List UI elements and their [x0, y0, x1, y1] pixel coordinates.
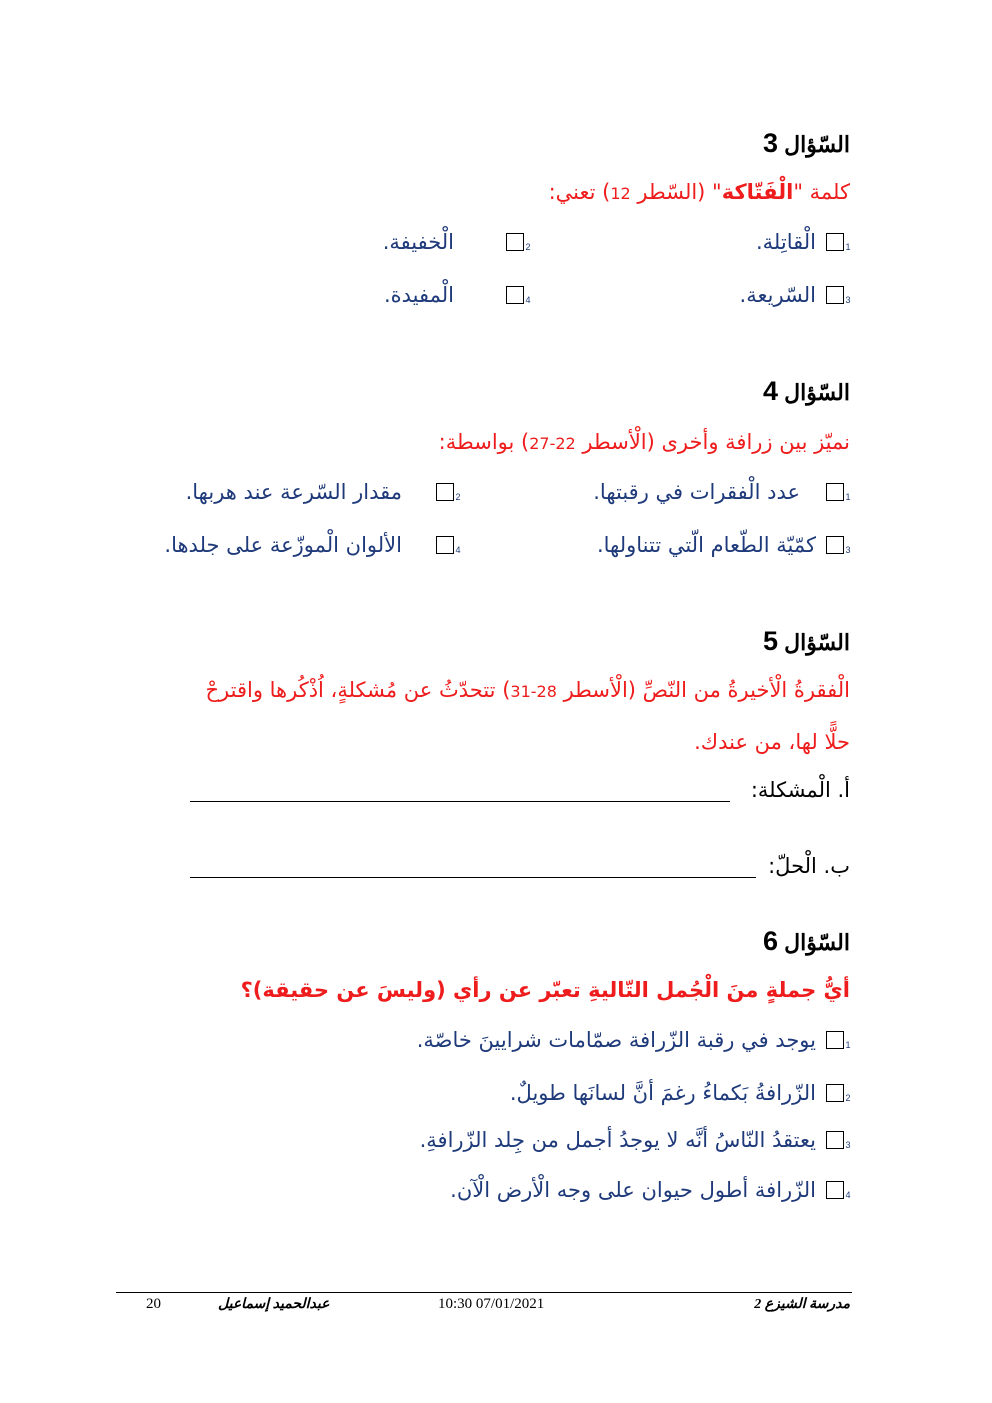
- option-checkbox[interactable]: [826, 233, 844, 251]
- option-checkbox[interactable]: [506, 286, 524, 304]
- option-checkbox[interactable]: [826, 1031, 844, 1049]
- option-checkbox[interactable]: [826, 286, 844, 304]
- q4-option-3[interactable]: [597, 533, 852, 557]
- option-number: 4: [845, 1190, 851, 1200]
- q6-option-1[interactable]: [417, 1028, 852, 1052]
- q6-option-4[interactable]: [450, 1178, 852, 1202]
- option-checkbox[interactable]: [506, 233, 524, 251]
- option-number: 3: [845, 1140, 851, 1150]
- option-label: كمّيّة الطّعام الّتي تتناولها.: [596, 533, 816, 557]
- question-5-title: [763, 626, 850, 657]
- question-3-text: [549, 180, 850, 204]
- option-label: الْقاتِلة.: [756, 230, 816, 254]
- option-label: السّريعة.: [739, 283, 816, 307]
- question-5-text: [205, 678, 850, 702]
- option-number: 3: [845, 295, 851, 305]
- question-6-title: [763, 926, 850, 957]
- question-title-word: السّؤال: [784, 132, 850, 157]
- q3-option-1[interactable]: [756, 230, 852, 254]
- q4-option-1[interactable]: [593, 480, 852, 504]
- option-label: الألوان الْموزّعة على جلدها.: [164, 533, 402, 557]
- question-text-part: " (السّطر: [630, 180, 722, 204]
- q6-option-3[interactable]: [420, 1128, 852, 1152]
- question-title-word: السّؤال: [784, 930, 850, 955]
- option-number: 1: [845, 1040, 851, 1050]
- option-label: عدد الْفقرات في رقبتها.: [593, 480, 800, 504]
- question-keyword: الْفَتّاكة: [721, 180, 794, 204]
- option-checkbox[interactable]: [826, 1084, 844, 1102]
- line-reference: 28-31: [510, 682, 557, 701]
- q3-option-3[interactable]: [740, 283, 852, 307]
- option-number: 4: [525, 295, 531, 305]
- solution-answer-line[interactable]: [190, 877, 756, 878]
- option-number: 4: [455, 545, 461, 555]
- option-label: يوجد في رقبة الزّرافة صمّامات شرايينَ خاصّة.: [416, 1028, 816, 1052]
- question-text-part: الْفقرةُ الْأخيرةُ من النّصِّ (الْأسطر: [556, 678, 850, 702]
- question-text-part: ) بواسطة:: [438, 430, 530, 454]
- question-title-word: السّؤال: [784, 630, 850, 655]
- question-title-word: السّؤال: [784, 380, 850, 405]
- option-number: 2: [455, 492, 461, 502]
- solution-label: ب. الْحلّ:: [768, 854, 850, 878]
- option-checkbox[interactable]: [826, 1131, 844, 1149]
- footer-divider: [116, 1292, 852, 1293]
- option-checkbox[interactable]: [826, 483, 844, 501]
- option-label: يعتقدُ النّاسُ أنَّه لا يوجدُ أجمل من جِلد الزّرافةِ.: [419, 1128, 816, 1152]
- question-5-text-line2: حلًّا لها، من عندك.: [694, 730, 850, 754]
- option-checkbox[interactable]: [436, 536, 454, 554]
- option-label: الزّرافةُ بَكماءُ رغمَ أنَّ لسانَها طويلٌ.: [509, 1081, 816, 1105]
- problem-answer-line[interactable]: [190, 801, 730, 802]
- question-text-part: ) تعني:: [548, 180, 611, 204]
- option-label: الزّرافة أطول حيوان على وجه الْأرض الْآن.: [450, 1178, 816, 1202]
- footer-datetime: 10:30 07/01/2021: [438, 1296, 545, 1312]
- option-number: 2: [525, 242, 531, 252]
- option-checkbox[interactable]: [826, 536, 844, 554]
- footer-school: مدرسة الشيزع 2: [754, 1297, 850, 1312]
- option-label: الْمفيدة.: [383, 283, 454, 307]
- option-number: 1: [845, 242, 851, 252]
- option-number: 2: [845, 1093, 851, 1103]
- footer-author: عبدالحميد إسماعيل: [218, 1297, 330, 1312]
- q3-option-4[interactable]: [384, 283, 532, 307]
- question-number: 4: [762, 376, 778, 406]
- question-3-title: [763, 128, 850, 159]
- q4-option-4[interactable]: [164, 533, 462, 557]
- line-reference: 22-27: [529, 434, 576, 453]
- question-text-part: ) تتحدّثُ عن مُشكلةٍ، اُذْكُرها واقترحْ: [205, 678, 511, 702]
- option-label: الْخفيفة.: [382, 230, 454, 254]
- footer-page-number: 20: [146, 1296, 161, 1312]
- question-number: 6: [762, 926, 778, 956]
- option-number: 3: [845, 545, 851, 555]
- q4-option-2[interactable]: [186, 480, 462, 504]
- option-checkbox[interactable]: [436, 483, 454, 501]
- question-number: 3: [762, 128, 778, 158]
- question-6-text: أيُّ جملةٍ منَ الْجُمل التّاليةِ تعبّر عن رأي (وليسَ عن حقيقة)؟: [240, 978, 850, 1002]
- option-label: مقدار السّرعة عند هربها.: [185, 480, 402, 504]
- question-number: 5: [762, 626, 778, 656]
- problem-label: أ. الْمشكلة:: [750, 778, 850, 802]
- q3-option-2[interactable]: [383, 230, 532, 254]
- question-text-part: كلمة ": [793, 180, 850, 204]
- line-reference: 12: [610, 184, 631, 203]
- question-4-title: [763, 376, 850, 407]
- question-4-text: [439, 430, 850, 454]
- q6-option-2[interactable]: [510, 1081, 852, 1105]
- option-checkbox[interactable]: [826, 1181, 844, 1199]
- question-text-part: نميّز بين زرافة وأخرى (الْأسطر: [575, 430, 850, 454]
- option-number: 1: [845, 492, 851, 502]
